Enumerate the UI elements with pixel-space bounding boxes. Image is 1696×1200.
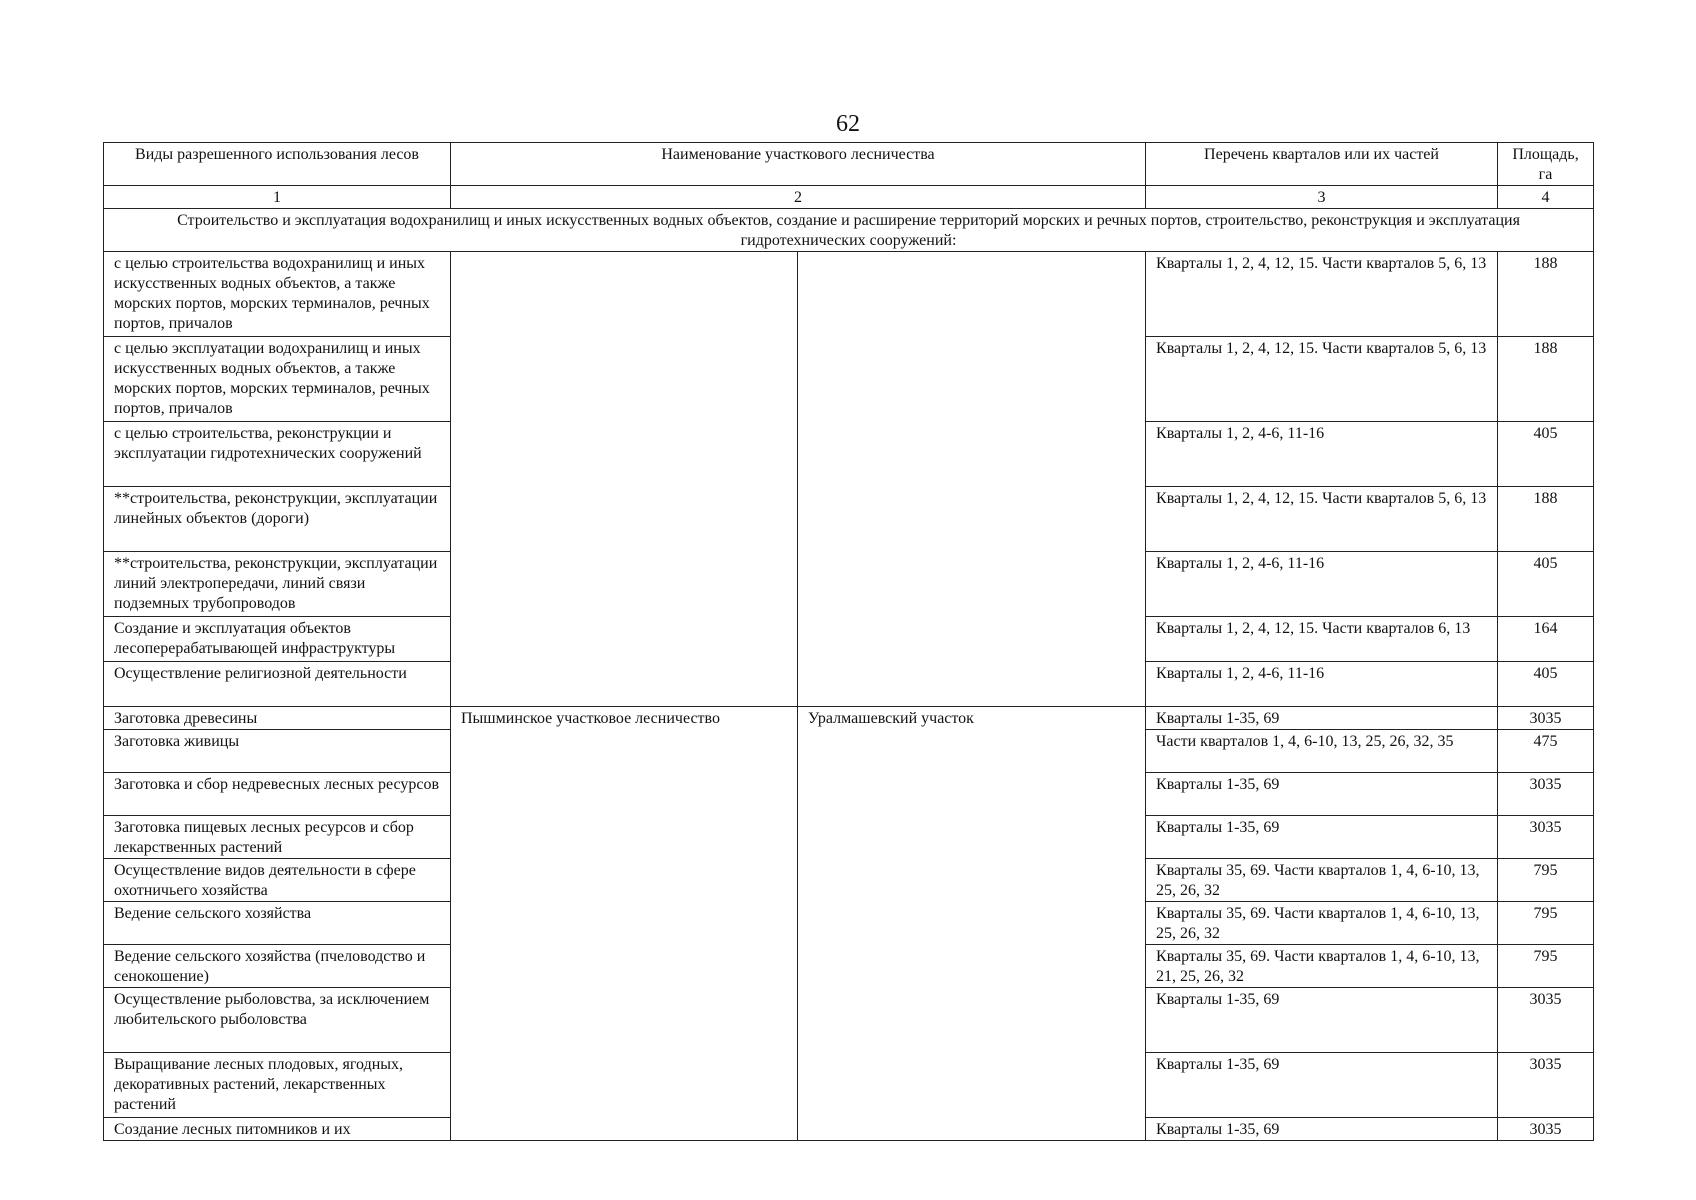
column-number: 4 [1498, 186, 1594, 209]
quarters-cell: Кварталы 35, 69. Части кварталов 1, 4, 6-10, 13, 25, 26, 32 [1146, 902, 1498, 945]
header-row [104, 143, 1594, 186]
forestry-cell-empty [451, 252, 798, 707]
table-row [104, 252, 1594, 337]
quarters-cell: Кварталы 1-35, 69 [1146, 988, 1498, 1053]
header-use-types: Виды разрешенного использования лесов [104, 143, 451, 186]
quarters-cell: Кварталы 1, 2, 4-6, 11-16 [1146, 552, 1498, 617]
area-cell: 3035 [1498, 773, 1594, 816]
use-type-cell: Осуществление религиозной деятельности [104, 662, 451, 707]
use-type-cell: Заготовка и сбор недревесных лесных ресурсов [104, 773, 451, 816]
area-cell: 3035 [1498, 707, 1594, 730]
column-number: 1 [104, 186, 451, 209]
area-cell: 3035 [1498, 816, 1594, 859]
quarters-cell: Кварталы 35, 69. Части кварталов 1, 4, 6-10, 13, 25, 26, 32 [1146, 859, 1498, 902]
area-cell: 188 [1498, 252, 1594, 337]
column-number-row [104, 186, 1594, 209]
quarters-cell: Кварталы 1, 2, 4-6, 11-16 [1146, 662, 1498, 707]
use-type-cell: Выращивание лесных плодовых, ягодных, декоративных растений, лекарственных растений [104, 1053, 451, 1118]
quarters-cell: Кварталы 1-35, 69 [1146, 707, 1498, 730]
header-forestry-name: Наименование участкового лесничества [451, 143, 1146, 186]
use-type-cell: **строительства, реконструкции, эксплуатации линейных объектов (дороги) [104, 487, 451, 552]
use-type-cell: Заготовка пищевых лесных ресурсов и сбор лекарственных растений [104, 816, 451, 859]
column-number: 3 [1146, 186, 1498, 209]
header-area: Площадь, га [1498, 143, 1594, 186]
quarters-cell: Кварталы 1, 2, 4, 12, 15. Части кварталов 5, 6, 13 [1146, 487, 1498, 552]
use-type-cell: с целью эксплуатации водохранилищ и иных искусственных водных объектов, а также морских портов, морских терминалов, речных портов, причалов [104, 337, 451, 422]
use-type-cell: Создание лесных питомников и их [104, 1118, 451, 1141]
use-type-cell: Создание и эксплуатация объектов лесоперерабатывающей инфраструктуры [104, 617, 451, 662]
area-cell: 3035 [1498, 988, 1594, 1053]
forestry-name-cell: Пышминское участковое лесничество [451, 707, 798, 1141]
use-type-cell: **строительства, реконструкции, эксплуатации линий электропередачи, линий связи подземных трубопроводов [104, 552, 451, 617]
use-type-cell: Заготовка древесины [104, 707, 451, 730]
area-cell: 795 [1498, 945, 1594, 988]
area-cell: 188 [1498, 487, 1594, 552]
use-type-cell: Ведение сельского хозяйства [104, 902, 451, 945]
section-row [104, 209, 1594, 252]
use-type-cell: Осуществление видов деятельности в сфере охотничьего хозяйства [104, 859, 451, 902]
header-quarters: Перечень кварталов или их частей [1146, 143, 1498, 186]
column-number: 2 [451, 186, 1146, 209]
quarters-cell: Кварталы 1, 2, 4, 12, 15. Части кварталов 6, 13 [1146, 617, 1498, 662]
use-type-cell: Ведение сельского хозяйства (пчеловодство и сенокошение) [104, 945, 451, 988]
quarters-cell: Кварталы 1-35, 69 [1146, 816, 1498, 859]
use-type-cell: Осуществление рыболовства, за исключением любительского рыболовства [104, 988, 451, 1053]
area-cell: 475 [1498, 730, 1594, 773]
area-cell: 405 [1498, 662, 1594, 707]
area-cell: 188 [1498, 337, 1594, 422]
quarters-cell: Кварталы 1, 2, 4-6, 11-16 [1146, 422, 1498, 487]
plot-cell-empty [798, 252, 1146, 707]
use-type-cell: с целью строительства, реконструкции и эксплуатации гидротехнических сооружений [104, 422, 451, 487]
quarters-cell: Кварталы 35, 69. Части кварталов 1, 4, 6-10, 13, 21, 25, 26, 32 [1146, 945, 1498, 988]
forest-use-table [103, 142, 1594, 1141]
area-cell: 795 [1498, 902, 1594, 945]
use-type-cell: с целью строительства водохранилищ и иных искусственных водных объектов, а также морских портов, морских терминалов, речных портов, причалов [104, 252, 451, 337]
area-cell: 405 [1498, 422, 1594, 487]
quarters-cell: Кварталы 1-35, 69 [1146, 1118, 1498, 1141]
area-cell: 3035 [1498, 1053, 1594, 1118]
area-cell: 795 [1498, 859, 1594, 902]
area-cell: 3035 [1498, 1118, 1594, 1141]
area-cell: 164 [1498, 617, 1594, 662]
area-cell: 405 [1498, 552, 1594, 617]
use-type-cell: Заготовка живицы [104, 730, 451, 773]
table-row [104, 707, 1594, 730]
quarters-cell: Кварталы 1, 2, 4, 12, 15. Части кварталов 5, 6, 13 [1146, 252, 1498, 337]
quarters-cell: Кварталы 1, 2, 4, 12, 15. Части кварталов 5, 6, 13 [1146, 337, 1498, 422]
section-title: Строительство и эксплуатация водохранилищ и иных искусственных водных объектов, создание и расширение территорий морских и речных портов, строительство, реконструкция и эксплуатация гидротехнических сооружений: [104, 209, 1594, 252]
plot-name-cell: Уралмашевский участок [798, 707, 1146, 1141]
quarters-cell: Части кварталов 1, 4, 6-10, 13, 25, 26, 32, 35 [1146, 730, 1498, 773]
quarters-cell: Кварталы 1-35, 69 [1146, 773, 1498, 816]
page-number: 62 [836, 111, 860, 137]
quarters-cell: Кварталы 1-35, 69 [1146, 1053, 1498, 1118]
